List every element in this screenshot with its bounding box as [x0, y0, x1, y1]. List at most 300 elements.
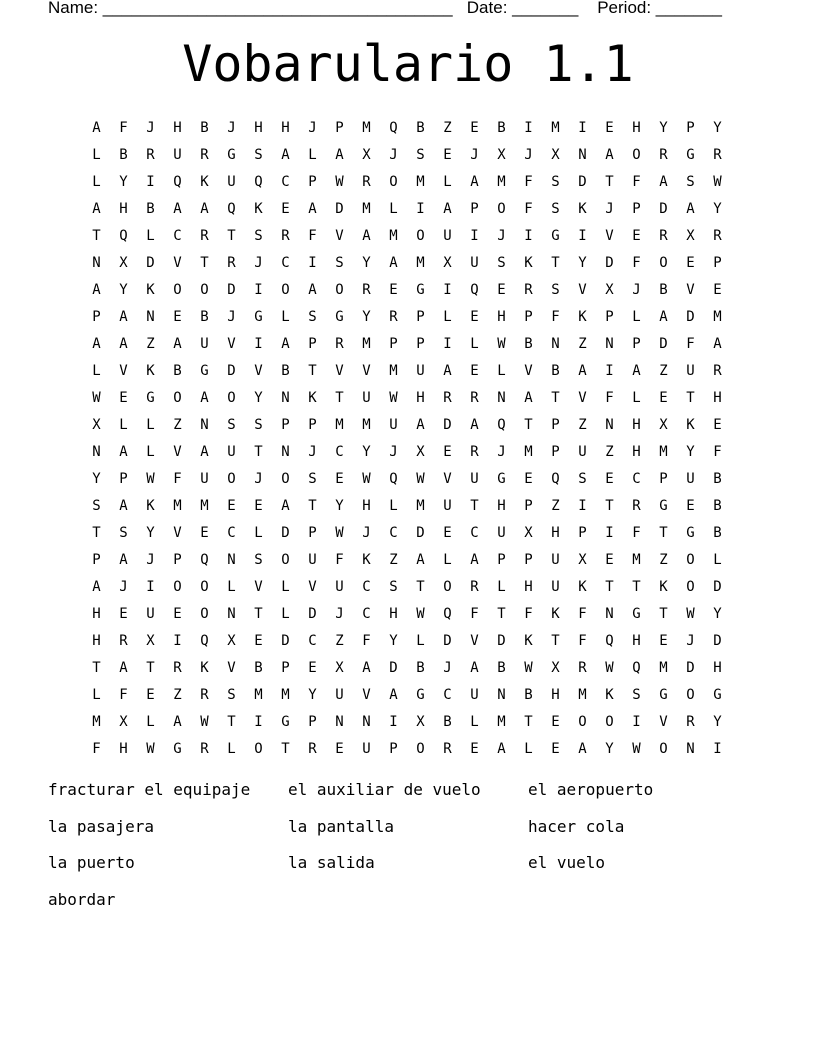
grid-letter: L [227, 578, 236, 595]
grid-letter: K [659, 578, 668, 595]
grid-letter: A [281, 146, 290, 163]
grid-letter: Q [173, 173, 182, 190]
grid-letter: C [443, 686, 452, 703]
grid-letter: E [173, 605, 182, 622]
grid-letter: P [389, 335, 398, 352]
grid-letter: N [335, 713, 344, 730]
grid-letter: F [632, 173, 641, 190]
grid-letter: N [362, 713, 371, 730]
grid-letter: T [146, 659, 155, 676]
grid-letter: J [254, 254, 263, 271]
grid-letter: P [470, 200, 479, 217]
grid-letter: A [173, 335, 182, 352]
grid-letter: F [605, 389, 614, 406]
grid-letter: I [578, 497, 587, 514]
grid-letter: V [470, 632, 479, 649]
grid-letter: A [92, 335, 101, 352]
grid-letter: T [659, 605, 668, 622]
grid-letter: U [416, 362, 425, 379]
grid-letter: R [524, 281, 533, 298]
grid-letter: Z [605, 443, 614, 460]
grid-letter: F [92, 740, 101, 757]
grid-letter: H [389, 605, 398, 622]
grid-letter: X [416, 443, 425, 460]
grid-letter: P [308, 713, 317, 730]
grid-letter: H [119, 740, 128, 757]
grid-letter: L [281, 605, 290, 622]
grid-letter: A [578, 740, 587, 757]
grid-letter: L [443, 308, 452, 325]
grid-letter: I [578, 227, 587, 244]
grid-letter: X [551, 659, 560, 676]
grid-letter: O [497, 200, 506, 217]
grid-letter: O [578, 713, 587, 730]
grid-letter: Z [659, 551, 668, 568]
grid-letter: Y [686, 443, 695, 460]
grid-letter: M [389, 227, 398, 244]
grid-letter: L [119, 416, 128, 433]
grid-letter: I [605, 524, 614, 541]
grid-letter: U [686, 470, 695, 487]
grid-letter: R [200, 227, 209, 244]
grid-letter: G [659, 686, 668, 703]
grid-letter: A [686, 200, 695, 217]
grid-letter: V [578, 389, 587, 406]
grid-letter: A [497, 740, 506, 757]
grid-letter: M [713, 308, 722, 325]
grid-letter: A [578, 362, 587, 379]
grid-letter: E [119, 389, 128, 406]
grid-letter: T [281, 740, 290, 757]
grid-letter: P [281, 416, 290, 433]
grid-letter: X [686, 227, 695, 244]
grid-letter: G [416, 686, 425, 703]
grid-letter: D [389, 659, 398, 676]
grid-letter: Q [632, 659, 641, 676]
grid-letter: Q [119, 227, 128, 244]
grid-letter: Z [578, 416, 587, 433]
grid-letter: F [524, 200, 533, 217]
grid-letter: U [173, 146, 182, 163]
grid-letter: R [470, 578, 479, 595]
grid-letter: X [551, 146, 560, 163]
grid-letter: T [659, 524, 668, 541]
grid-letter: V [524, 362, 533, 379]
grid-letter: E [686, 497, 695, 514]
grid-letter: D [497, 632, 506, 649]
grid-letter: M [632, 551, 641, 568]
grid-letter: H [173, 119, 182, 136]
grid-letter: H [497, 308, 506, 325]
grid-letter: V [362, 686, 371, 703]
grid-letter: K [362, 551, 371, 568]
grid-letter: D [605, 254, 614, 271]
grid-letter: L [443, 173, 452, 190]
grid-letter: D [443, 416, 452, 433]
grid-letter: E [389, 281, 398, 298]
grid-letter: E [605, 551, 614, 568]
grid-letter: P [524, 308, 533, 325]
grid-letter: U [443, 497, 452, 514]
grid-letter: J [119, 578, 128, 595]
grid-letter: G [173, 740, 182, 757]
grid-letter: P [551, 416, 560, 433]
grid-letter: B [497, 659, 506, 676]
grid-letter: P [92, 551, 101, 568]
grid-letter: A [92, 200, 101, 217]
grid-letter: O [227, 470, 236, 487]
grid-letter: B [551, 362, 560, 379]
grid-letter: K [605, 686, 614, 703]
grid-letter: X [443, 254, 452, 271]
grid-letter: R [578, 659, 587, 676]
grid-letter: D [416, 524, 425, 541]
grid-letter: L [92, 362, 101, 379]
word-list-item: la pantalla [288, 816, 394, 836]
grid-letter: J [227, 119, 236, 136]
grid-letter: X [524, 524, 533, 541]
grid-letter: R [470, 389, 479, 406]
grid-letter: V [686, 281, 695, 298]
grid-letter: T [308, 362, 317, 379]
grid-letter: I [308, 254, 317, 271]
grid-letter: P [416, 308, 425, 325]
grid-letter: E [335, 740, 344, 757]
grid-letter: A [200, 200, 209, 217]
grid-letter: T [632, 578, 641, 595]
grid-letter: Y [713, 605, 722, 622]
grid-letter: I [146, 173, 155, 190]
grid-letter: Y [389, 632, 398, 649]
grid-letter: D [686, 308, 695, 325]
grid-letter: X [335, 659, 344, 676]
grid-letter: V [443, 470, 452, 487]
grid-letter: N [578, 146, 587, 163]
grid-letter: S [254, 146, 263, 163]
grid-letter: W [389, 389, 398, 406]
grid-letter: Z [173, 416, 182, 433]
grid-letter: B [173, 362, 182, 379]
grid-letter: M [362, 416, 371, 433]
grid-letter: H [632, 443, 641, 460]
grid-letter: P [551, 443, 560, 460]
grid-letter: E [632, 227, 641, 244]
grid-letter: A [632, 362, 641, 379]
grid-letter: U [443, 227, 452, 244]
grid-letter: G [416, 281, 425, 298]
grid-letter: P [308, 416, 317, 433]
grid-row [83, 681, 731, 708]
grid-letter: X [605, 281, 614, 298]
grid-letter: W [416, 605, 425, 622]
grid-letter: M [335, 416, 344, 433]
grid-letter: T [254, 443, 263, 460]
grid-letter: L [470, 335, 479, 352]
grid-letter: Z [551, 497, 560, 514]
grid-letter: M [497, 173, 506, 190]
grid-letter: N [605, 605, 614, 622]
grid-letter: L [497, 362, 506, 379]
word-list-item: el auxiliar de vuelo [288, 780, 481, 799]
grid-letter: R [200, 740, 209, 757]
word-list-item: hacer cola [528, 816, 625, 836]
grid-letter: G [632, 605, 641, 622]
grid-letter: T [551, 389, 560, 406]
grid-letter: S [308, 308, 317, 325]
grid-letter: L [713, 551, 722, 568]
grid-letter: K [200, 173, 209, 190]
grid-letter: Z [173, 686, 182, 703]
grid-letter: M [362, 335, 371, 352]
grid-row [83, 438, 731, 465]
grid-letter: R [713, 362, 722, 379]
grid-letter: D [713, 632, 722, 649]
grid-letter: J [524, 146, 533, 163]
grid-letter: M [92, 713, 101, 730]
grid-letter: O [443, 578, 452, 595]
grid-letter: J [254, 470, 263, 487]
grid-letter: H [416, 389, 425, 406]
grid-letter: A [470, 551, 479, 568]
grid-letter: A [470, 659, 479, 676]
grid-letter: I [578, 119, 587, 136]
grid-letter: A [308, 281, 317, 298]
grid-letter: N [92, 443, 101, 460]
grid-letter: N [281, 443, 290, 460]
grid-letter: F [335, 551, 344, 568]
grid-letter: U [551, 578, 560, 595]
grid-letter: D [659, 335, 668, 352]
grid-letter: E [497, 281, 506, 298]
grid-letter: X [146, 632, 155, 649]
grid-letter: G [335, 308, 344, 325]
grid-letter: J [632, 281, 641, 298]
grid-letter: T [92, 227, 101, 244]
grid-letter: I [605, 362, 614, 379]
grid-letter: U [227, 173, 236, 190]
grid-row [83, 222, 731, 249]
grid-letter: A [173, 713, 182, 730]
grid-letter: F [578, 605, 587, 622]
grid-letter: L [389, 497, 398, 514]
grid-letter: K [200, 659, 209, 676]
grid-letter: Z [443, 119, 452, 136]
grid-letter: N [605, 416, 614, 433]
grid-letter: X [362, 146, 371, 163]
grid-letter: O [686, 551, 695, 568]
grid-letter: J [497, 443, 506, 460]
grid-letter: V [578, 281, 587, 298]
grid-letter: X [92, 416, 101, 433]
grid-letter: E [173, 308, 182, 325]
grid-letter: S [632, 686, 641, 703]
word-list-item: el aeropuerto [528, 780, 654, 799]
grid-letter: E [659, 632, 668, 649]
grid-letter: O [281, 470, 290, 487]
word-search-grid [83, 114, 731, 762]
grid-row [83, 195, 731, 222]
grid-letter: J [308, 119, 317, 136]
grid-letter: T [686, 389, 695, 406]
grid-letter: F [362, 632, 371, 649]
grid-letter: Y [362, 443, 371, 460]
grid-letter: T [308, 497, 317, 514]
grid-letter: M [659, 659, 668, 676]
grid-letter: L [92, 173, 101, 190]
grid-letter: S [227, 416, 236, 433]
grid-letter: L [254, 524, 263, 541]
grid-letter: U [578, 443, 587, 460]
grid-letter: A [416, 416, 425, 433]
grid-letter: A [416, 551, 425, 568]
grid-letter: A [119, 335, 128, 352]
grid-letter: T [227, 227, 236, 244]
grid-letter: F [713, 443, 722, 460]
grid-letter: L [281, 578, 290, 595]
grid-letter: L [497, 578, 506, 595]
grid-letter: R [200, 686, 209, 703]
grid-letter: H [254, 119, 263, 136]
grid-letter: N [227, 605, 236, 622]
grid-letter: W [146, 470, 155, 487]
grid-letter: Z [578, 335, 587, 352]
grid-letter: S [308, 470, 317, 487]
grid-row [83, 411, 731, 438]
grid-letter: S [551, 281, 560, 298]
grid-letter: T [92, 659, 101, 676]
grid-letter: M [524, 443, 533, 460]
grid-letter: E [146, 686, 155, 703]
grid-letter: R [227, 254, 236, 271]
grid-letter: I [254, 281, 263, 298]
grid-letter: E [443, 146, 452, 163]
grid-letter: O [281, 551, 290, 568]
grid-letter: S [686, 173, 695, 190]
grid-letter: U [362, 389, 371, 406]
grid-letter: Y [605, 740, 614, 757]
grid-letter: L [632, 389, 641, 406]
grid-letter: I [416, 200, 425, 217]
grid-letter: T [335, 389, 344, 406]
grid-letter: N [497, 389, 506, 406]
grid-letter: I [254, 335, 263, 352]
grid-letter: E [443, 524, 452, 541]
grid-letter: K [524, 254, 533, 271]
grid-letter: M [551, 119, 560, 136]
grid-row [83, 573, 731, 600]
grid-letter: E [470, 308, 479, 325]
grid-letter: E [713, 416, 722, 433]
grid-letter: P [632, 335, 641, 352]
grid-letter: R [713, 227, 722, 244]
grid-letter: E [605, 119, 614, 136]
grid-letter: S [254, 551, 263, 568]
grid-letter: O [416, 740, 425, 757]
grid-letter: A [308, 200, 317, 217]
grid-letter: S [119, 524, 128, 541]
grid-letter: B [443, 713, 452, 730]
grid-row [83, 708, 731, 735]
grid-letter: D [713, 578, 722, 595]
grid-letter: R [200, 146, 209, 163]
grid-letter: J [146, 119, 155, 136]
grid-letter: P [308, 524, 317, 541]
grid-letter: C [470, 524, 479, 541]
grid-letter: K [524, 632, 533, 649]
grid-letter: S [389, 578, 398, 595]
grid-letter: B [200, 308, 209, 325]
grid-letter: W [362, 470, 371, 487]
grid-letter: B [497, 119, 506, 136]
grid-letter: J [362, 524, 371, 541]
grid-letter: I [443, 335, 452, 352]
grid-row [83, 114, 731, 141]
grid-letter: Y [578, 254, 587, 271]
grid-letter: J [686, 632, 695, 649]
grid-letter: U [335, 578, 344, 595]
grid-letter: Z [659, 362, 668, 379]
grid-letter: Y [254, 389, 263, 406]
grid-letter: J [146, 551, 155, 568]
grid-letter: R [713, 146, 722, 163]
grid-letter: A [362, 227, 371, 244]
grid-letter: Q [470, 281, 479, 298]
grid-row [83, 141, 731, 168]
grid-letter: B [713, 524, 722, 541]
grid-letter: Q [497, 416, 506, 433]
grid-letter: E [281, 200, 290, 217]
grid-row [83, 735, 731, 762]
grid-row [83, 519, 731, 546]
grid-letter: T [227, 713, 236, 730]
grid-letter: F [686, 335, 695, 352]
grid-letter: V [659, 713, 668, 730]
grid-letter: Q [200, 551, 209, 568]
grid-letter: Y [713, 713, 722, 730]
grid-letter: H [119, 200, 128, 217]
grid-letter: A [119, 551, 128, 568]
grid-letter: Y [119, 173, 128, 190]
grid-letter: Q [443, 605, 452, 622]
grid-letter: N [200, 416, 209, 433]
grid-row [83, 276, 731, 303]
grid-letter: U [200, 335, 209, 352]
grid-letter: T [470, 497, 479, 514]
grid-letter: B [254, 659, 263, 676]
grid-letter: F [119, 686, 128, 703]
grid-letter: H [713, 659, 722, 676]
grid-letter: Q [389, 119, 398, 136]
grid-letter: N [92, 254, 101, 271]
grid-letter: B [200, 119, 209, 136]
grid-letter: O [659, 254, 668, 271]
grid-letter: A [200, 443, 209, 460]
grid-letter: I [254, 713, 263, 730]
grid-letter: C [362, 578, 371, 595]
grid-letter: W [92, 389, 101, 406]
grid-letter: I [632, 713, 641, 730]
grid-letter: R [389, 308, 398, 325]
grid-letter: B [524, 686, 533, 703]
grid-letter: T [551, 632, 560, 649]
grid-letter: R [146, 146, 155, 163]
grid-letter: Y [713, 119, 722, 136]
grid-letter: P [497, 551, 506, 568]
grid-letter: G [146, 389, 155, 406]
grid-letter: R [119, 632, 128, 649]
grid-letter: Y [362, 308, 371, 325]
grid-letter: H [551, 686, 560, 703]
